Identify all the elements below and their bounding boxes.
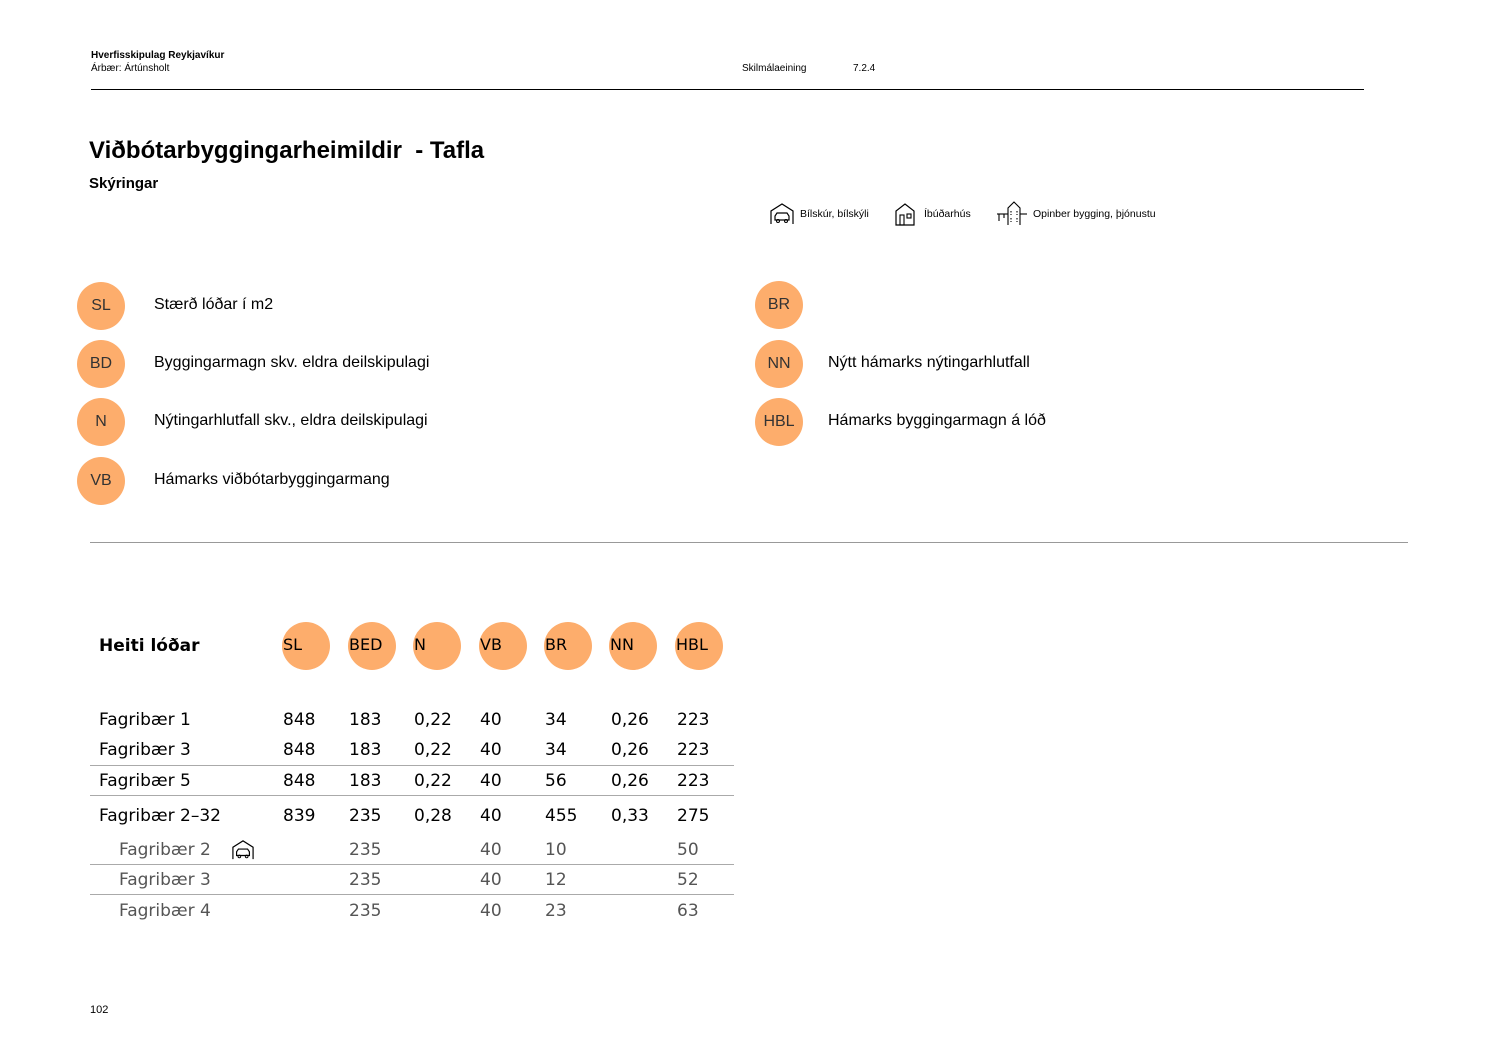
icon-legend-label: Opinber bygging, þjónustu bbox=[1033, 208, 1156, 220]
row-divider bbox=[90, 894, 734, 895]
table-cell: 183 bbox=[349, 710, 382, 730]
legend-badge-n: N bbox=[77, 398, 125, 446]
table-cell: 52 bbox=[677, 870, 699, 890]
table-cell: 455 bbox=[545, 806, 578, 826]
document-title: Hverfisskipulag Reykjavíkur bbox=[91, 50, 225, 61]
table-cell: 0,22 bbox=[414, 740, 452, 760]
legend-text-sl: Stærð lóðar í m2 bbox=[154, 296, 274, 313]
table-cell: 235 bbox=[349, 840, 382, 860]
table-cell: 183 bbox=[349, 740, 382, 760]
table-cell: 223 bbox=[677, 710, 710, 730]
page-subtitle: Skýringar bbox=[89, 175, 159, 192]
header-label: VB bbox=[480, 635, 502, 654]
unit-number: 7.2.4 bbox=[853, 63, 876, 74]
table-cell: 223 bbox=[677, 771, 710, 791]
table-cell: 40 bbox=[480, 840, 502, 860]
table-cell: 56 bbox=[545, 771, 567, 791]
table-cell: 40 bbox=[480, 901, 502, 921]
garage-icon bbox=[769, 202, 795, 226]
table-cell: 63 bbox=[677, 901, 699, 921]
table-cell: 0,22 bbox=[414, 710, 452, 730]
row-divider bbox=[90, 795, 734, 796]
table-cell: 0,33 bbox=[611, 806, 649, 826]
legend-badge-nn: NN bbox=[755, 340, 803, 388]
section-divider bbox=[90, 542, 1408, 543]
header-label: HBL bbox=[676, 635, 708, 654]
table-cell: 183 bbox=[349, 771, 382, 791]
legend-text-hbl: Hámarks byggingarmagn á lóð bbox=[828, 412, 1046, 429]
icon-legend-house bbox=[893, 200, 971, 228]
table-cell: 0,26 bbox=[611, 771, 649, 791]
legend-text-vb: Hámarks viðbótarbyggingarmang bbox=[154, 471, 390, 488]
header-label: BED bbox=[349, 635, 383, 654]
header-label: BR bbox=[545, 635, 568, 654]
public-building-icon bbox=[996, 201, 1028, 227]
row-divider bbox=[90, 765, 734, 766]
table-cell: 839 bbox=[283, 806, 316, 826]
table-cell: 40 bbox=[480, 806, 502, 826]
document-subtitle: Árbær: Ártúnsholt bbox=[91, 63, 170, 74]
row-divider bbox=[90, 864, 734, 865]
table-cell: 10 bbox=[545, 840, 567, 860]
table-cell: 12 bbox=[545, 870, 567, 890]
table-cell: 0,22 bbox=[414, 771, 452, 791]
table-cell: 235 bbox=[349, 901, 382, 921]
header-label: NN bbox=[610, 635, 634, 654]
table-cell: 23 bbox=[545, 901, 567, 921]
table-cell: 275 bbox=[677, 806, 710, 826]
table-cell: 235 bbox=[349, 806, 382, 826]
table-cell: 50 bbox=[677, 840, 699, 860]
table-cell: 235 bbox=[349, 870, 382, 890]
table-cell-name: Fagribær 3 bbox=[99, 740, 191, 760]
table-cell: 848 bbox=[283, 771, 316, 791]
header-label: SL bbox=[283, 635, 303, 654]
table-cell: 848 bbox=[283, 710, 316, 730]
icon-legend-label: Íbúðarhús bbox=[924, 208, 971, 220]
table-cell: 34 bbox=[545, 710, 567, 730]
page-title: Viðbótarbyggingarheimildir - Tafla bbox=[89, 137, 485, 164]
legend-text-bd: Byggingarmagn skv. eldra deilskipulagi bbox=[154, 354, 430, 371]
icon-legend-label: Bílskúr, bílskýli bbox=[800, 208, 869, 220]
legend-text-n: Nýtingarhlutfall skv., eldra deilskipulagi bbox=[154, 412, 428, 429]
table-cell-name: Fagribær 4 bbox=[119, 901, 211, 921]
legend-badge-br: BR bbox=[755, 281, 803, 329]
table-cell: 0,26 bbox=[611, 740, 649, 760]
table-cell-name: Fagribær 5 bbox=[99, 771, 191, 791]
table-cell-name: Fagribær 2 bbox=[119, 840, 211, 860]
table-cell: 848 bbox=[283, 740, 316, 760]
house-icon bbox=[893, 202, 919, 226]
legend-text-nn: Nýtt hámarks nýtingarhlutfall bbox=[828, 354, 1030, 371]
header-label: N bbox=[414, 635, 426, 654]
header-divider bbox=[91, 89, 1364, 90]
legend-badge-hbl: HBL bbox=[755, 398, 803, 446]
table-cell-name: Fagribær 3 bbox=[119, 870, 211, 890]
table-header-name: Heiti lóðar bbox=[99, 636, 200, 656]
icon-legend-garage bbox=[769, 200, 869, 228]
page-number: 102 bbox=[90, 1004, 109, 1016]
table-cell: 0,26 bbox=[611, 710, 649, 730]
legend-badge-vb: VB bbox=[77, 457, 125, 505]
table-cell: 223 bbox=[677, 740, 710, 760]
table-cell: 0,28 bbox=[414, 806, 452, 826]
table-cell: 40 bbox=[480, 870, 502, 890]
table-cell-name: Fagribær 2–32 bbox=[99, 806, 221, 826]
icon-legend-public-building bbox=[996, 200, 1156, 228]
legend-badge-sl: SL bbox=[77, 282, 125, 330]
table-cell: 40 bbox=[480, 740, 502, 760]
legend-badge-bd: BD bbox=[77, 340, 125, 388]
garage-icon bbox=[231, 839, 255, 861]
table-cell-name: Fagribær 1 bbox=[99, 710, 191, 730]
table-cell: 34 bbox=[545, 740, 567, 760]
unit-label: Skilmálaeining bbox=[742, 63, 807, 74]
table-cell: 40 bbox=[480, 771, 502, 791]
table-cell: 40 bbox=[480, 710, 502, 730]
